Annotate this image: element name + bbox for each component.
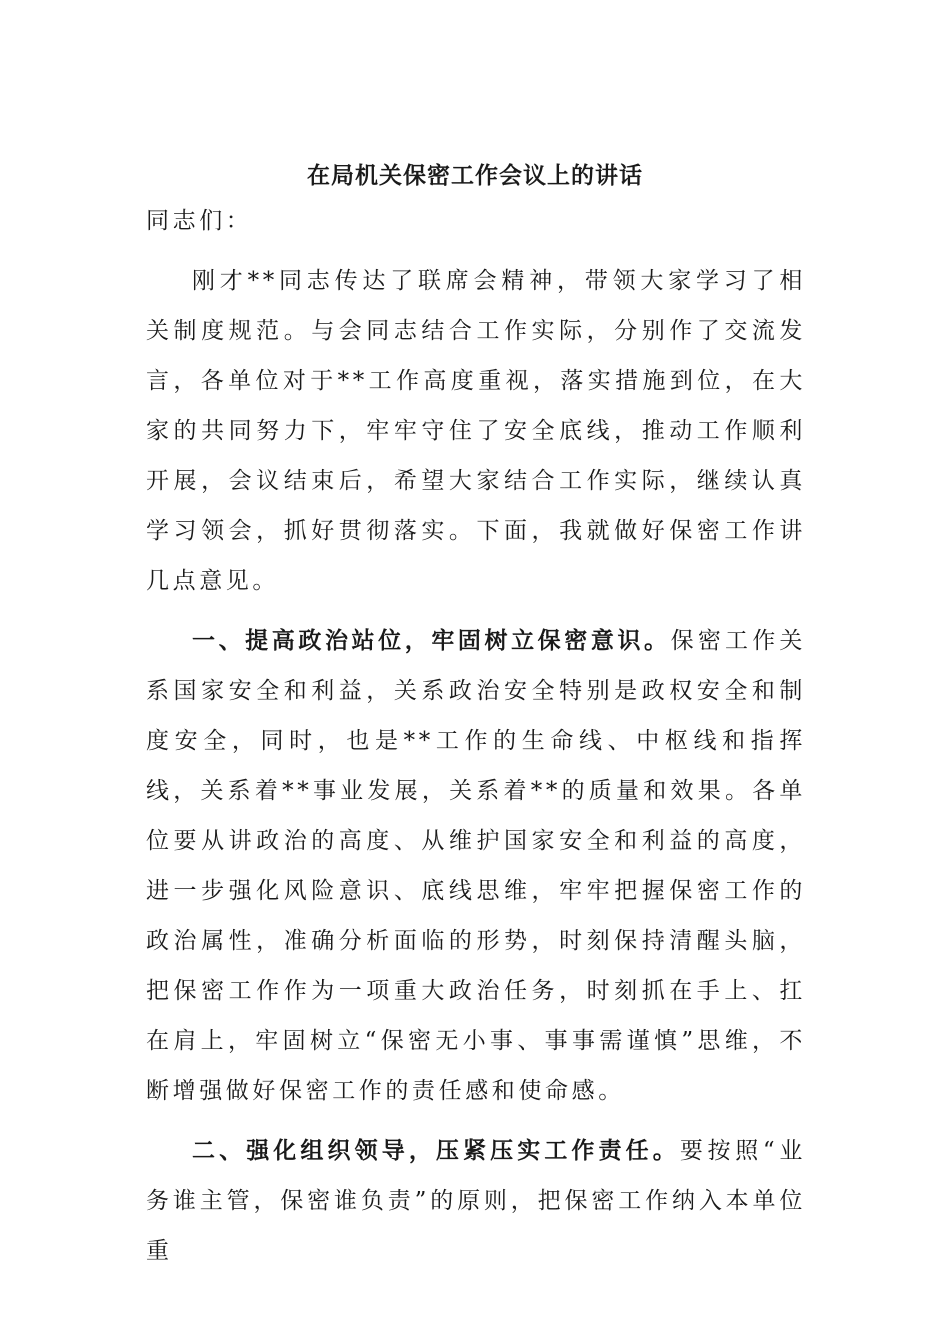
paragraph-section-1 xyxy=(146,616,806,1116)
paragraph-text: 保密工作关系国家安全和利益，关系政治安全特别是政权安全和制度安全，同时，也是**工作的生命线、中枢线和指挥线，关系着**事业发展，关系着**的质量和效果。各单位要从讲政治的高度、从维护国家安全和利益的高度，进一步强化风险意识、底线思维，牢牢把握保密工作的政治属性，准确分析面临的形势，时刻保持清醒头脑，把保密工作作为一项重大政治任务，时刻抓在手上、扛在肩上，牢固树立“保密无小事、事事需谨慎”思维，不断增强做好保密工作的责任感和使命感。 xyxy=(146,628,807,1104)
paragraph-text: 要按照“业务谁主管，保密谁负责”的原则，把保密工作纳入本单位重 xyxy=(146,1138,806,1264)
paragraph-text: 刚才**同志传达了联席会精神，带领大家学习了相关制度规范。与会同志结合工作实际，分别作了交流发言，各单位对于**工作高度重视，落实措施到位，在大家的共同努力下，牢牢守住了安全底线，推动工作顺利开展，会议结束后，希望大家结合工作实际，继续认真学习领会，抓好贯彻落实。下面，我就做好保密工作讲几点意见。 xyxy=(146,268,806,594)
paragraph-intro xyxy=(146,256,806,606)
section-heading: 一、提高政治站位，牢固树立保密意识。 xyxy=(192,627,671,654)
document-title: 在局机关保密工作会议上的讲话 xyxy=(307,162,643,189)
paragraph-section-2 xyxy=(146,1126,806,1276)
section-heading: 二、强化组织领导，压紧压实工作责任。 xyxy=(192,1137,680,1164)
salutation: 同志们： xyxy=(146,208,253,234)
document-body xyxy=(146,196,806,1276)
